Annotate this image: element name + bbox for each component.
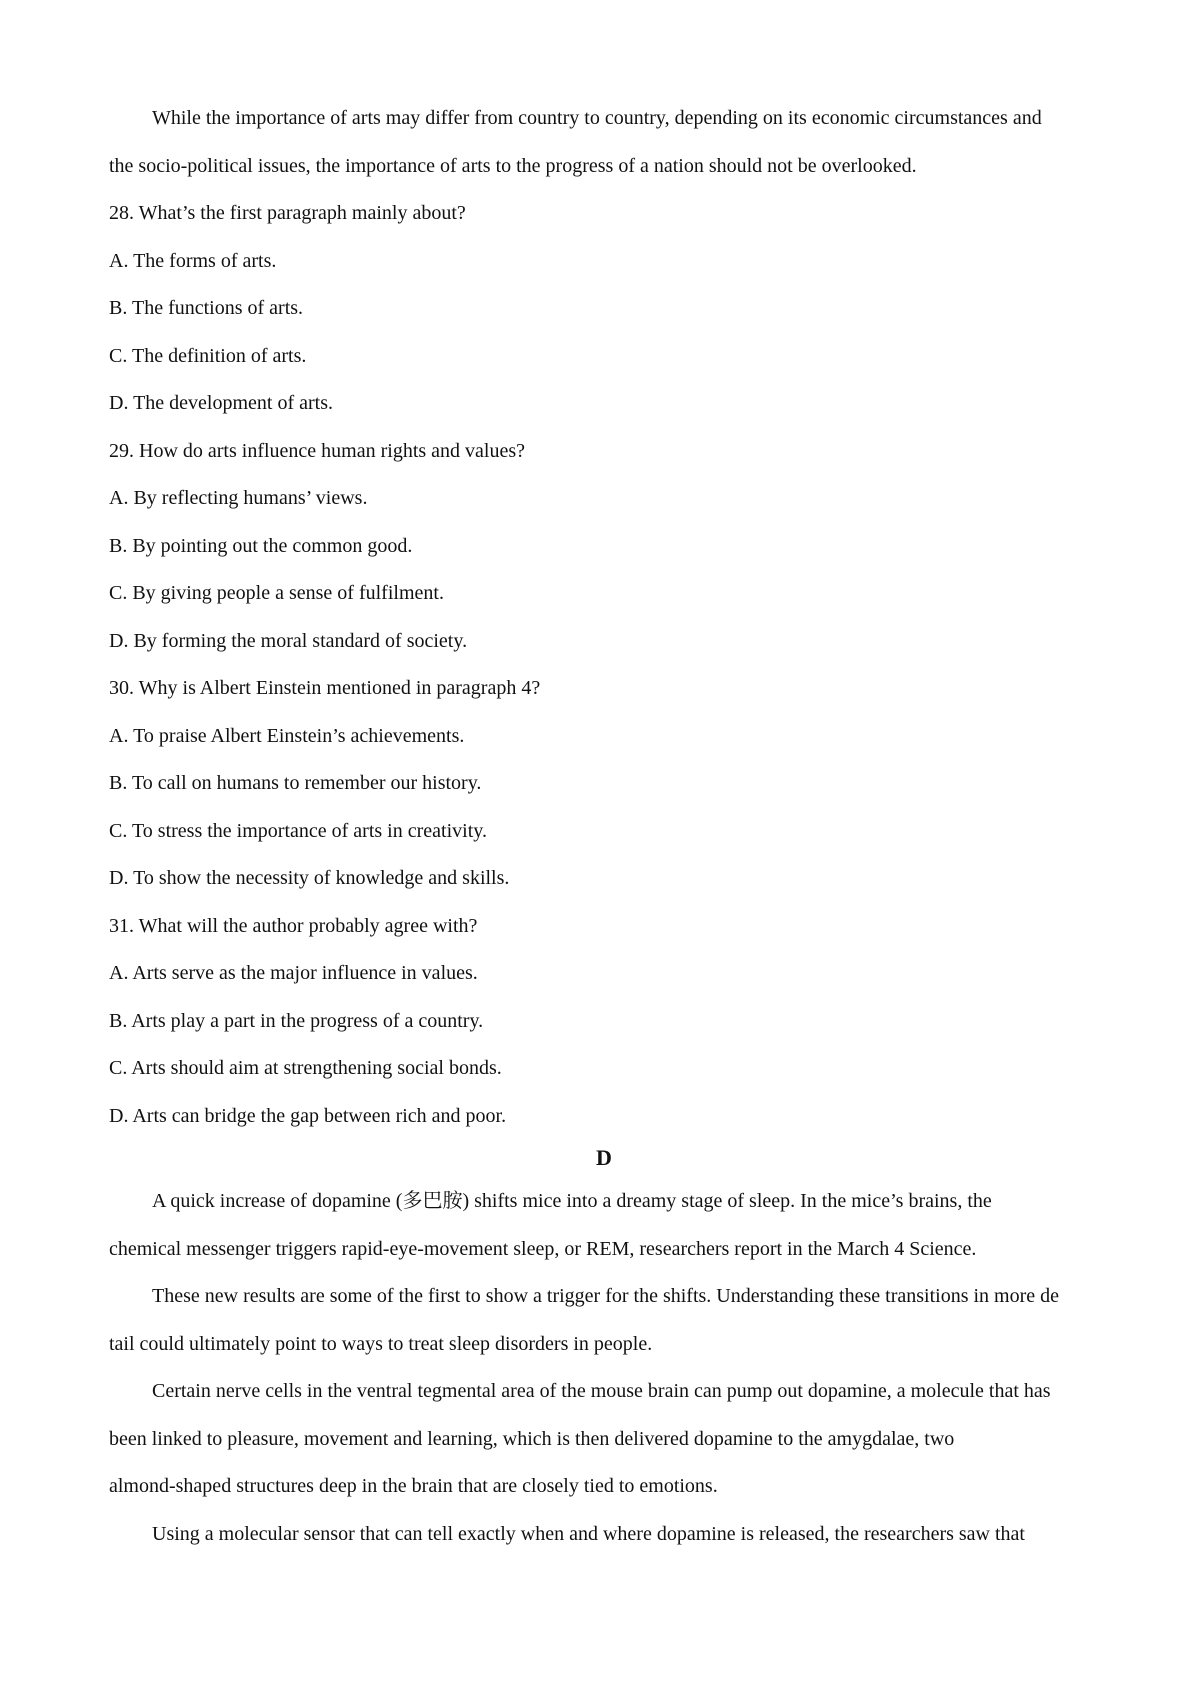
option-d: D. The development of arts. bbox=[109, 392, 334, 414]
paragraph-line: almond-shaped structures deep in the brain that are closely tied to emotions. bbox=[109, 1475, 718, 1497]
question-29 bbox=[109, 428, 1099, 666]
option-c: C. Arts should aim at strengthening social bonds. bbox=[109, 1057, 502, 1079]
section-heading: D bbox=[596, 1145, 612, 1170]
passage-paragraph bbox=[109, 1511, 1099, 1559]
option-a: A. To praise Albert Einstein’s achievements. bbox=[109, 724, 465, 747]
question-stem: 30. Why is Albert Einstein mentioned in paragraph 4? bbox=[109, 677, 541, 699]
option-d: D. By forming the moral standard of society. bbox=[109, 629, 468, 652]
paragraph-line: chemical messenger triggers rapid-eye-movement sleep, or REM, researchers report in the March 4 Science. bbox=[109, 1237, 977, 1260]
question-stem: 29. How do arts influence human rights and values? bbox=[109, 439, 526, 462]
passage-paragraph bbox=[109, 1273, 1099, 1368]
paragraph-line: Certain nerve cells in the ventral tegmental area of the mouse brain can pump out dopamine, a molecule that has bbox=[152, 1380, 1051, 1402]
paragraph-line: the socio-political issues, the importance of arts to the progress of a nation should not be overlooked. bbox=[109, 154, 917, 177]
paragraph-line: While the importance of arts may differ from country to country, depending on its economic circumstances and bbox=[152, 107, 1042, 129]
option-b: B. To call on humans to remember our history. bbox=[109, 772, 482, 794]
passage-paragraph bbox=[109, 1368, 1099, 1511]
option-c: C. The definition of arts. bbox=[109, 344, 307, 367]
option-b: B. By pointing out the common good. bbox=[109, 534, 413, 557]
option-c: C. To stress the importance of arts in creativity. bbox=[109, 819, 487, 842]
paragraph-line: These new results are some of the first to show a trigger for the shifts. Understanding these transitions in more de bbox=[152, 1285, 1060, 1307]
paragraph-line: tail could ultimately point to ways to treat sleep disorders in people. bbox=[109, 1332, 653, 1355]
paragraph-line: been linked to pleasure, movement and learning, which is then delivered dopamine to the amygdalae, two bbox=[109, 1427, 955, 1450]
passage-d bbox=[109, 1178, 1099, 1558]
option-d: D. Arts can bridge the gap between rich and poor. bbox=[109, 1104, 507, 1127]
intro-paragraph bbox=[109, 95, 1099, 190]
option-d: D. To show the necessity of knowledge and skills. bbox=[109, 867, 510, 889]
option-a: A. The forms of arts. bbox=[109, 249, 277, 272]
paragraph-line: Using a molecular sensor that can tell exactly when and where dopamine is released, the researchers saw that bbox=[152, 1522, 1025, 1545]
question-31 bbox=[109, 903, 1099, 1141]
document-page bbox=[109, 95, 1099, 1558]
question-stem: 28. What’s the first paragraph mainly about? bbox=[109, 202, 466, 224]
option-a: A. By reflecting humans’ views. bbox=[109, 487, 368, 509]
option-b: B. Arts play a part in the progress of a country. bbox=[109, 1009, 484, 1032]
option-c: C. By giving people a sense of fulfilment. bbox=[109, 582, 444, 604]
option-b: B. The functions of arts. bbox=[109, 297, 304, 319]
paragraph-line: A quick increase of dopamine (多巴胺) shifts mice into a dreamy stage of sleep. In the mice’s brains, the bbox=[152, 1190, 992, 1212]
question-stem: 31. What will the author probably agree with? bbox=[109, 914, 478, 937]
passage-paragraph bbox=[109, 1178, 1099, 1273]
question-28 bbox=[109, 190, 1099, 428]
question-30 bbox=[109, 665, 1099, 903]
option-a: A. Arts serve as the major influence in values. bbox=[109, 962, 478, 984]
